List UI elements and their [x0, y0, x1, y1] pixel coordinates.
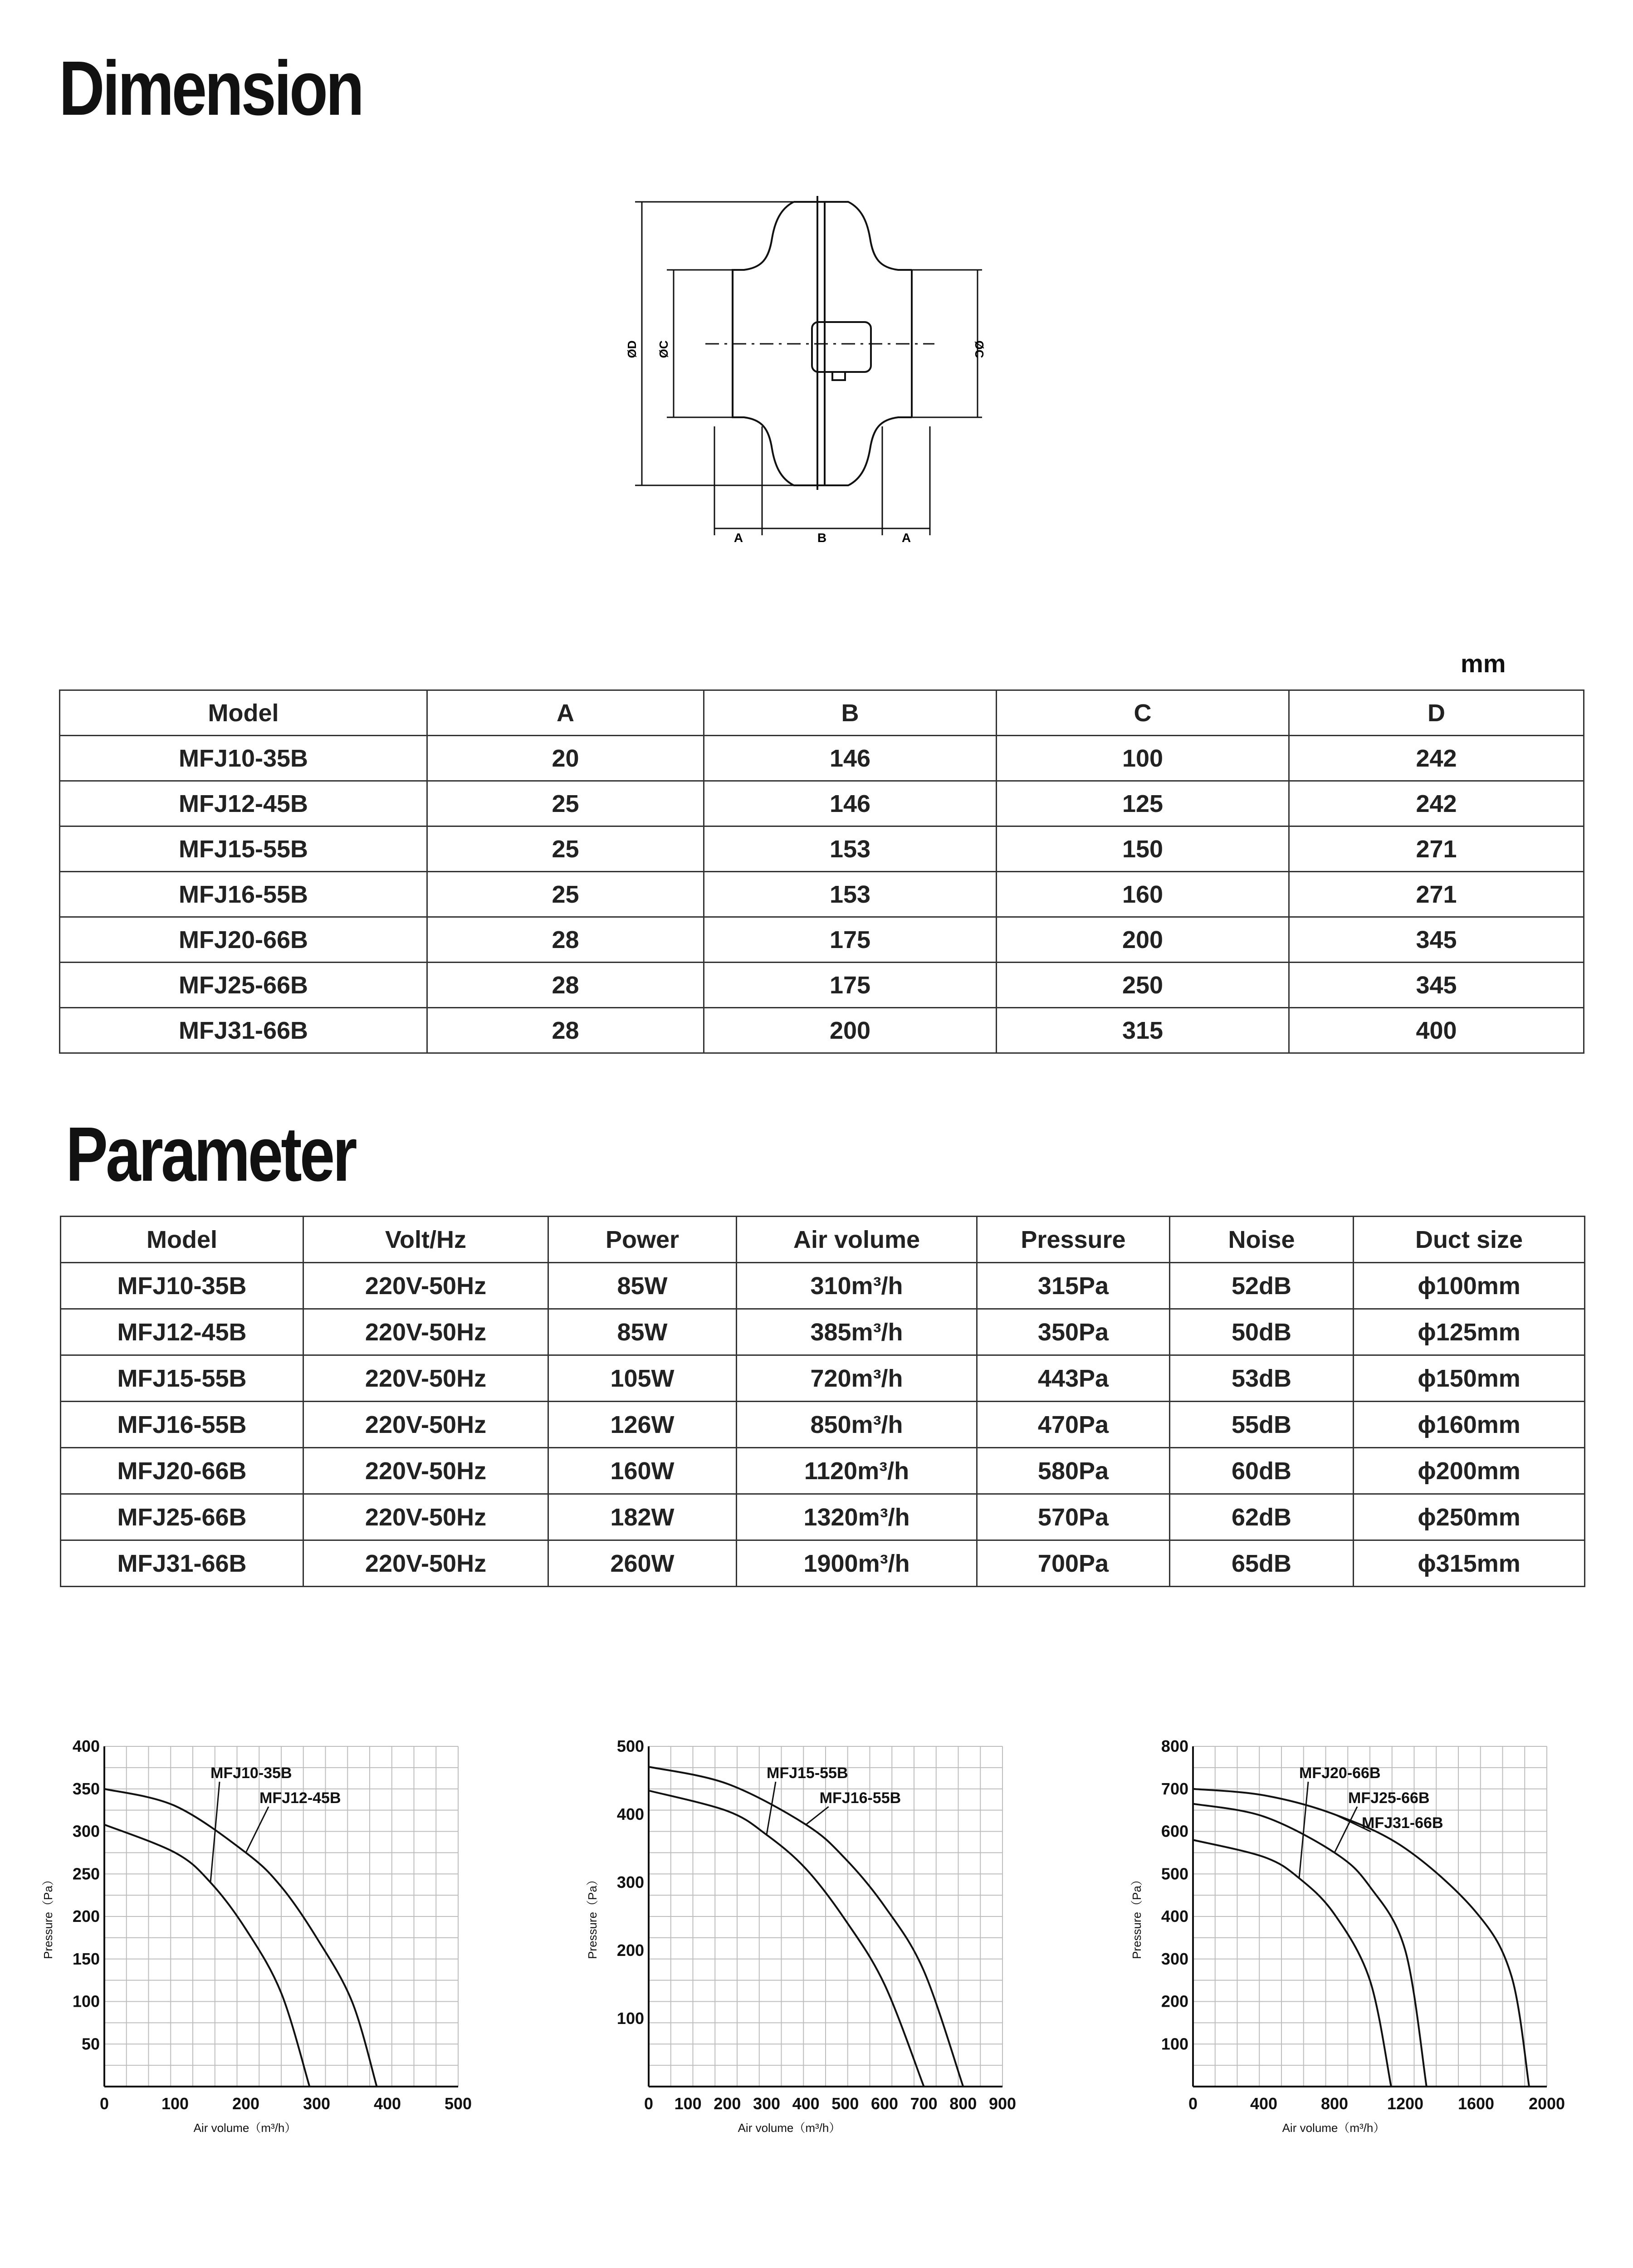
table-cell: 200 [997, 917, 1289, 963]
series-label: MFJ10-35B [210, 1765, 292, 1782]
series-label: MFJ16-55B [819, 1789, 901, 1807]
table-cell: 470Pa [977, 1402, 1170, 1448]
table-cell: MFJ10-35B [61, 1263, 303, 1309]
table-cell: 146 [704, 736, 997, 781]
header-cell: Duct size [1354, 1217, 1585, 1263]
dim-label-d: ØD [625, 340, 639, 358]
table-cell: 65dB [1170, 1540, 1354, 1587]
chart-2-svg [581, 1733, 1034, 2141]
header-cell: B [704, 690, 997, 736]
table-cell: 25 [427, 826, 704, 872]
table-cell: 28 [427, 963, 704, 1008]
dimension-table [59, 689, 1584, 1054]
table-cell: ϕ160mm [1354, 1402, 1585, 1448]
table-cell: 20 [427, 736, 704, 781]
x-tick-label: 400 [373, 2094, 401, 2113]
table-cell: 400 [1289, 1008, 1584, 1053]
table-header-row [61, 1217, 1585, 1263]
table-cell: 1120m³/h [737, 1448, 977, 1494]
y-tick-label: 200 [72, 1907, 100, 1926]
table-cell: 50dB [1170, 1309, 1354, 1355]
table-cell: 443Pa [977, 1355, 1170, 1402]
table-cell: ϕ250mm [1354, 1494, 1585, 1540]
performance-chart-1 [36, 1733, 490, 2143]
x-tick-label: 200 [714, 2094, 741, 2113]
table-cell: 105W [548, 1355, 737, 1402]
y-tick-label: 500 [1161, 1864, 1188, 1883]
table-cell: 200 [704, 1008, 997, 1053]
y-tick-label: 400 [72, 1737, 100, 1755]
x-axis-label: Air volume（m³/h） [193, 2121, 297, 2135]
table-cell: MFJ31-66B [60, 1008, 427, 1053]
table-row [61, 1448, 1585, 1494]
y-tick-label: 250 [72, 1864, 100, 1883]
y-tick-label: 300 [616, 1873, 644, 1892]
table-cell: 85W [548, 1263, 737, 1309]
table-row [60, 1008, 1584, 1053]
header-cell: Model [60, 690, 427, 736]
table-cell: 700Pa [977, 1540, 1170, 1587]
dim-label-b: B [817, 531, 827, 545]
table-cell: 1900m³/h [737, 1540, 977, 1587]
y-tick-label: 300 [72, 1822, 100, 1841]
table-cell: 153 [704, 872, 997, 917]
table-cell: MFJ12-45B [61, 1309, 303, 1355]
table-cell: 220V-50Hz [303, 1263, 548, 1309]
table-cell: MFJ10-35B [60, 736, 427, 781]
table-cell: 55dB [1170, 1402, 1354, 1448]
table-row [60, 963, 1584, 1008]
table-cell: 28 [427, 1008, 704, 1053]
series-leader-line [767, 1782, 776, 1835]
x-tick-label: 2000 [1528, 2094, 1565, 2113]
performance-chart-2 [581, 1733, 1034, 2143]
table-cell: 220V-50Hz [303, 1309, 548, 1355]
header-cell: D [1289, 690, 1584, 736]
y-tick-label: 400 [1161, 1907, 1188, 1926]
parameter-title: Parameter [66, 1111, 355, 1198]
x-tick-label: 300 [303, 2094, 331, 2113]
table-cell: 146 [704, 781, 997, 826]
x-tick-label: 100 [161, 2094, 189, 2113]
table-cell: MFJ20-66B [60, 917, 427, 963]
x-tick-label: 100 [674, 2094, 702, 2113]
table-cell: 220V-50Hz [303, 1355, 548, 1402]
y-tick-label: 700 [1161, 1779, 1188, 1798]
table-cell: 25 [427, 872, 704, 917]
table-cell: 220V-50Hz [303, 1402, 548, 1448]
table-cell: 580Pa [977, 1448, 1170, 1494]
y-tick-label: 100 [1161, 2034, 1188, 2053]
y-tick-label: 300 [1161, 1949, 1188, 1968]
x-tick-label: 0 [99, 2094, 109, 2113]
table-cell: ϕ200mm [1354, 1448, 1585, 1494]
table-cell: 260W [548, 1540, 737, 1587]
performance-chart-3 [1125, 1733, 1579, 2143]
x-tick-label: 0 [644, 2094, 654, 2113]
table-row [61, 1540, 1585, 1587]
dimension-title: Dimension [59, 45, 362, 132]
x-tick-label: 0 [1188, 2094, 1198, 2113]
table-cell: 160W [548, 1448, 737, 1494]
x-tick-label: 500 [831, 2094, 859, 2113]
table-cell: 126W [548, 1402, 737, 1448]
x-tick-label: 800 [949, 2094, 977, 2113]
y-tick-label: 200 [1161, 1992, 1188, 2011]
table-row [60, 826, 1584, 872]
x-tick-label: 1200 [1387, 2094, 1424, 2113]
fan-body-outline [733, 202, 912, 270]
table-row [60, 781, 1584, 826]
y-tick-label: 100 [616, 2009, 644, 2028]
table-cell: 345 [1289, 963, 1584, 1008]
table-cell: 182W [548, 1494, 737, 1540]
table-cell: ϕ100mm [1354, 1263, 1585, 1309]
y-tick-label: 350 [72, 1779, 100, 1798]
dim-label-a-left: A [733, 531, 743, 545]
header-cell: A [427, 690, 704, 736]
series-label: MFJ12-45B [259, 1789, 341, 1807]
table-cell: 150 [997, 826, 1289, 872]
table-cell: 850m³/h [737, 1402, 977, 1448]
table-cell: 53dB [1170, 1355, 1354, 1402]
dim-label-c-left: ØC [657, 340, 670, 358]
table-cell: 350Pa [977, 1309, 1170, 1355]
table-row [61, 1402, 1585, 1448]
x-tick-label: 600 [870, 2094, 899, 2113]
parameter-table [60, 1216, 1585, 1587]
series-line [649, 1767, 963, 2087]
x-tick-label: 200 [232, 2094, 260, 2113]
chart-1-svg [36, 1733, 490, 2141]
table-cell: 271 [1289, 826, 1584, 872]
table-cell: ϕ125mm [1354, 1309, 1585, 1355]
series-leader-line [246, 1807, 269, 1853]
table-cell: 28 [427, 917, 704, 963]
table-cell: MFJ20-66B [61, 1448, 303, 1494]
x-tick-label: 900 [988, 2094, 1017, 2113]
table-cell: 250 [997, 963, 1289, 1008]
table-cell: ϕ315mm [1354, 1540, 1585, 1587]
dim-label-a-right: A [901, 531, 911, 545]
header-cell: Power [548, 1217, 737, 1263]
x-axis-label: Air volume（m³/h） [1282, 2121, 1385, 2135]
table-row [60, 917, 1584, 963]
table-cell: 25 [427, 781, 704, 826]
table-cell: 271 [1289, 872, 1584, 917]
table-cell: MFJ25-66B [61, 1494, 303, 1540]
series-label: MFJ20-66B [1299, 1765, 1381, 1782]
y-axis-label: Pressure（Pa） [41, 1874, 55, 1959]
table-cell: 315Pa [977, 1263, 1170, 1309]
x-tick-label: 400 [792, 2094, 820, 2113]
table-cell: 242 [1289, 736, 1584, 781]
table-row [60, 736, 1584, 781]
table-row [60, 872, 1584, 917]
table-cell: 220V-50Hz [303, 1448, 548, 1494]
y-tick-label: 100 [72, 1992, 100, 2011]
table-cell: 175 [704, 963, 997, 1008]
table-cell: MFJ15-55B [61, 1355, 303, 1402]
table-cell: 62dB [1170, 1494, 1354, 1540]
series-line [104, 1825, 309, 2087]
x-tick-label: 300 [753, 2094, 781, 2113]
table-row [61, 1263, 1585, 1309]
dim-label-c-right: ØC [973, 340, 986, 358]
table-cell: 345 [1289, 917, 1584, 963]
y-axis-label: Pressure（Pa） [586, 1874, 599, 1959]
table-cell: 220V-50Hz [303, 1540, 548, 1587]
y-tick-label: 800 [1161, 1737, 1188, 1755]
table-cell: MFJ25-66B [60, 963, 427, 1008]
x-tick-label: 700 [910, 2094, 938, 2113]
table-cell: MFJ31-66B [61, 1540, 303, 1587]
series-label: MFJ25-66B [1348, 1789, 1430, 1807]
table-cell: 242 [1289, 781, 1584, 826]
table-cell: ϕ150mm [1354, 1355, 1585, 1402]
y-tick-label: 200 [616, 1941, 644, 1960]
chart-3-svg [1125, 1733, 1579, 2141]
y-axis-label: Pressure（Pa） [1130, 1874, 1144, 1959]
table-cell: 60dB [1170, 1448, 1354, 1494]
y-tick-label: 50 [81, 2034, 100, 2053]
table-cell: 100 [997, 736, 1289, 781]
header-cell: Pressure [977, 1217, 1170, 1263]
table-cell: MFJ16-55B [61, 1402, 303, 1448]
header-cell: Noise [1170, 1217, 1354, 1263]
unit-label: mm [1461, 649, 1506, 678]
table-cell: 220V-50Hz [303, 1494, 548, 1540]
series-label: MFJ31-66B [1362, 1814, 1443, 1832]
table-cell: 175 [704, 917, 997, 963]
table-cell: 570Pa [977, 1494, 1170, 1540]
table-cell: 315 [997, 1008, 1289, 1053]
y-tick-label: 400 [616, 1805, 644, 1823]
y-tick-label: 600 [1161, 1822, 1188, 1841]
fan-dimension-drawing [625, 191, 1002, 562]
x-tick-label: 500 [444, 2094, 472, 2113]
y-tick-label: 150 [72, 1949, 100, 1968]
y-tick-label: 500 [616, 1737, 644, 1755]
table-row [61, 1309, 1585, 1355]
header-cell: Air volume [737, 1217, 977, 1263]
header-cell: C [997, 690, 1289, 736]
table-cell: MFJ15-55B [60, 826, 427, 872]
table-cell: 160 [997, 872, 1289, 917]
x-axis-label: Air volume（m³/h） [738, 2121, 841, 2135]
series-leader-line [1335, 1807, 1357, 1853]
header-cell: Volt/Hz [303, 1217, 548, 1263]
table-cell: 52dB [1170, 1263, 1354, 1309]
series-line [649, 1791, 924, 2087]
fan-body-outline-lower [733, 417, 912, 485]
table-row [61, 1355, 1585, 1402]
table-cell: 153 [704, 826, 997, 872]
table-cell: 720m³/h [737, 1355, 977, 1402]
table-cell: 85W [548, 1309, 737, 1355]
table-cell: MFJ16-55B [60, 872, 427, 917]
table-header-row [60, 690, 1584, 736]
table-cell: 125 [997, 781, 1289, 826]
x-tick-label: 800 [1320, 2094, 1349, 2113]
table-row [61, 1494, 1585, 1540]
table-cell: 385m³/h [737, 1309, 977, 1355]
series-label: MFJ15-55B [767, 1765, 848, 1782]
x-tick-label: 400 [1250, 2094, 1278, 2113]
x-tick-label: 1600 [1457, 2094, 1495, 2113]
header-cell: Model [61, 1217, 303, 1263]
table-cell: MFJ12-45B [60, 781, 427, 826]
table-cell: 310m³/h [737, 1263, 977, 1309]
table-cell: 1320m³/h [737, 1494, 977, 1540]
